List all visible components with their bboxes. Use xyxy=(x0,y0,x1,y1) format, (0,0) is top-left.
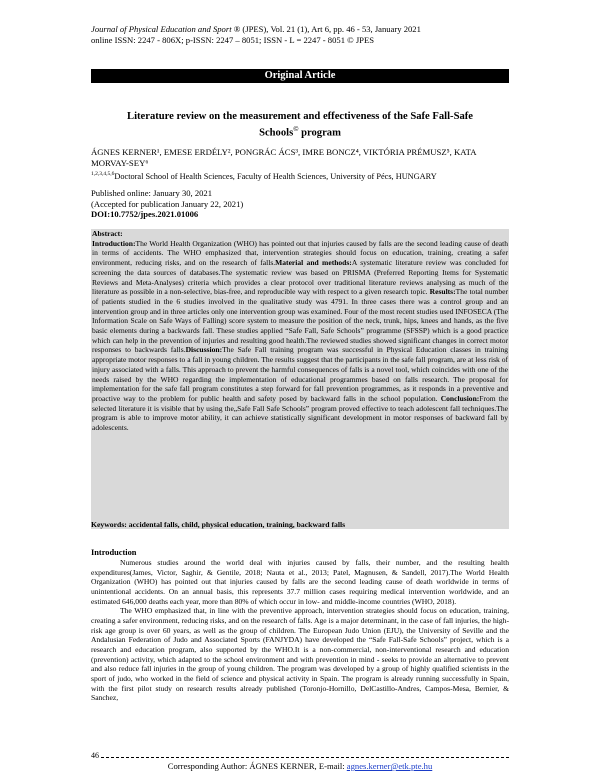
discussion-text: The Safe Fall training program was successful in Physical Education classes in training appropriate motor responses to a fall in young children. The results suggest that the participants in the safe fall program, are at less risk of injury associated with a falls. This approach to prevent the harmful consequences of falls is a novel tool, which coincides with one of the needs raised by the WHO regarding the implementation of educational programmes based on falls research. The proposal for implementation for the safe fall program constitutes a step forward for fall prevention programmes, as it responds in a preventive and proactive way to the problem for public health and safety posed by backward falls in the school population. xyxy=(92,345,508,403)
corresponding-author xyxy=(91,761,509,771)
introduction-heading: Introduction xyxy=(91,548,137,557)
keywords: Keywords: accidental falls, child, physical education, training, backward falls xyxy=(91,520,346,529)
section-label-bar xyxy=(91,69,509,83)
accepted-date: (Accepted for publication January 22, 2021) xyxy=(91,198,244,209)
conclusion-text: From the selected literature it is visible that by using the„Safe Fall Safe Schools” program proved effective to teach adolescent fall techniques.The program is able to improve motor ability, it can achieve statistically significant development in motor responses of backward fall by adolescents. xyxy=(92,393,509,433)
author-list: ÁGNES KERNER¹, EMESE ERDÉLY², PONGRÁC ÁCS³, IMRE BONCZ⁴, VIKTÓRIA PRÉMUSZ⁵, KATA MORVAY-SEY⁶ xyxy=(91,147,477,168)
journal-name: Journal of Physical Education and Sport xyxy=(91,24,232,34)
abstract-heading: Abstract: xyxy=(92,229,123,238)
results-label: Results: xyxy=(429,287,456,297)
publication-dates xyxy=(91,188,509,220)
title-program: program xyxy=(298,127,341,139)
published-date: Published online: January 30, 2021 xyxy=(91,188,213,198)
conclusion-label: Conclusion: xyxy=(440,393,480,403)
doi-link[interactable]: DOI:10.7752/jpes.2021.01006 xyxy=(91,209,199,220)
title-schools: Schools xyxy=(259,127,294,139)
introduction-paragraph: Numerous studies around the world deal with injuries caused by falls, their number, and the resulting health expenditures(James, Victor, Saghir, & Gentile, 2018; Nauta et al., 2013; Patel, Magnusen, & Sandell, 2017).The World Health Organization (WHO) has pointed out that injuries caused by falls are the second leading cause of death worldwide in terms of unintentional accidents. On an annual basis, this represents 37.7 million cases requiring medical intervention worldwide, and an estimated 646,000 deaths each year, more than 80% of which occur in low- and middle-income countries (WHO, 2018). xyxy=(91,558,509,606)
footer-divider xyxy=(91,757,509,758)
abstract-body xyxy=(92,239,508,432)
results-text: The total number of patients studied in the 6 studies involved in the qualitative study was 4791. In three cases there was a control group and an intervention group and in three articles only one intervention group was examined. Four of the most recent studies used INFOSECA (The Information Scale on Safe Ways of Falling) score system to measure the position of the neck, trunk, hips, knees and hands, as the five basic elements during a backwards fall. These studies applied “Safe Fall, Safe Schools” programme (SFSSP) which is a good practice which can help in the prevention of injuries and resulting good health.The reviewed studies showed significant changes in correct motor responses to backwards falls. xyxy=(92,287,508,355)
title-line-1: Literature review on the measurement and effectiveness of the Safe Fall-Safe xyxy=(127,111,473,122)
intro-text: The World Health Organization (WHO) has pointed out that injuries caused by falls are the second leading cause of death in terms of accidents. The WHO emphasized that, intervention strategies should focus on education, training, creating a safer environment, reducing risks, and on the research of falls. xyxy=(92,238,508,268)
methods-label: Material and methods: xyxy=(275,258,352,268)
page-number: 46 xyxy=(91,751,99,760)
methods-text: A systematic literature review was concluded for screening the data sources of databases.The systematic review was based on PRISMA (Preferred Reporting Items for Systematic Reviews and Meta-Analyses) criteria which provides a clear protocol over traditional literature reviews analysing as much of the literature as possible in a non-selective, bias-free, and reproducible way with respect to a given research topic. xyxy=(92,258,508,297)
journal-citation-line xyxy=(91,24,509,35)
title-line-2 xyxy=(91,123,509,140)
affiliation-markers: 1,2,3,4,5,6 xyxy=(91,171,115,177)
email-link[interactable]: agnes.kerner@etk.pte.hu xyxy=(346,761,433,771)
abstract-box xyxy=(91,229,509,529)
journal-issn-line: online ISSN: 2247 - 806X; p-ISSN: 2247 – 8051; ISSN - L = 2247 - 8051 © JPES xyxy=(91,34,374,45)
section-label: Original Article xyxy=(264,70,336,81)
affiliation xyxy=(91,169,509,182)
discussion-label: Discussion: xyxy=(185,345,223,355)
intro-label: Introduction: xyxy=(92,238,136,248)
affiliation-text: Doctoral School of Health Sciences, Faculty of Health Sciences, University of Pécs, HUNGARY xyxy=(114,171,437,181)
corresponding-label: Corresponding Author: ÁGNES KERNER, E-mail: xyxy=(167,761,347,771)
journal-volume-info: ® (JPES), Vol. 21 (1), Art 6, pp. 46 - 53, January 2021 xyxy=(231,24,421,34)
paper-title xyxy=(91,110,509,140)
journal-header xyxy=(91,24,509,45)
introduction-paragraph: The WHO emphasized that, in line with the preventive approach, intervention strategies should focus on education, training, creating a safer environment, reducing risks, and on the research of falls. Age is a major determinant, in the case of fall injuries, the high-risk age group is over 60 years, as well as the group of children. The European Judo Union (EJU), the University of Seville and the Andalusian Federation of Judo and Associated Sports (FANJYDA) have developed the “Safe Fall-Safe Schools” project, which is a research and education program, also supported by the WHO.It is a non-commercial, non-interventional research and education (prevention) activity, which adapted to the school environment and with prevention in mind - seeks to provide an alternative to prevent and also reduce fall injuries in the group of young children. The program was developed by a group of highly qualified scientists in the sport of judo, who worked in the field of science and physical activity in Spain. The program is already running successfully in Spain, with the first pilot study on research results already published (Toronjo-Hornillo, DelCastillo-Andres, Campos-Mesa, Bernier, & Sanchez, xyxy=(91,606,509,703)
introduction-body xyxy=(91,558,509,703)
title-copyright-mark: © xyxy=(293,125,299,133)
